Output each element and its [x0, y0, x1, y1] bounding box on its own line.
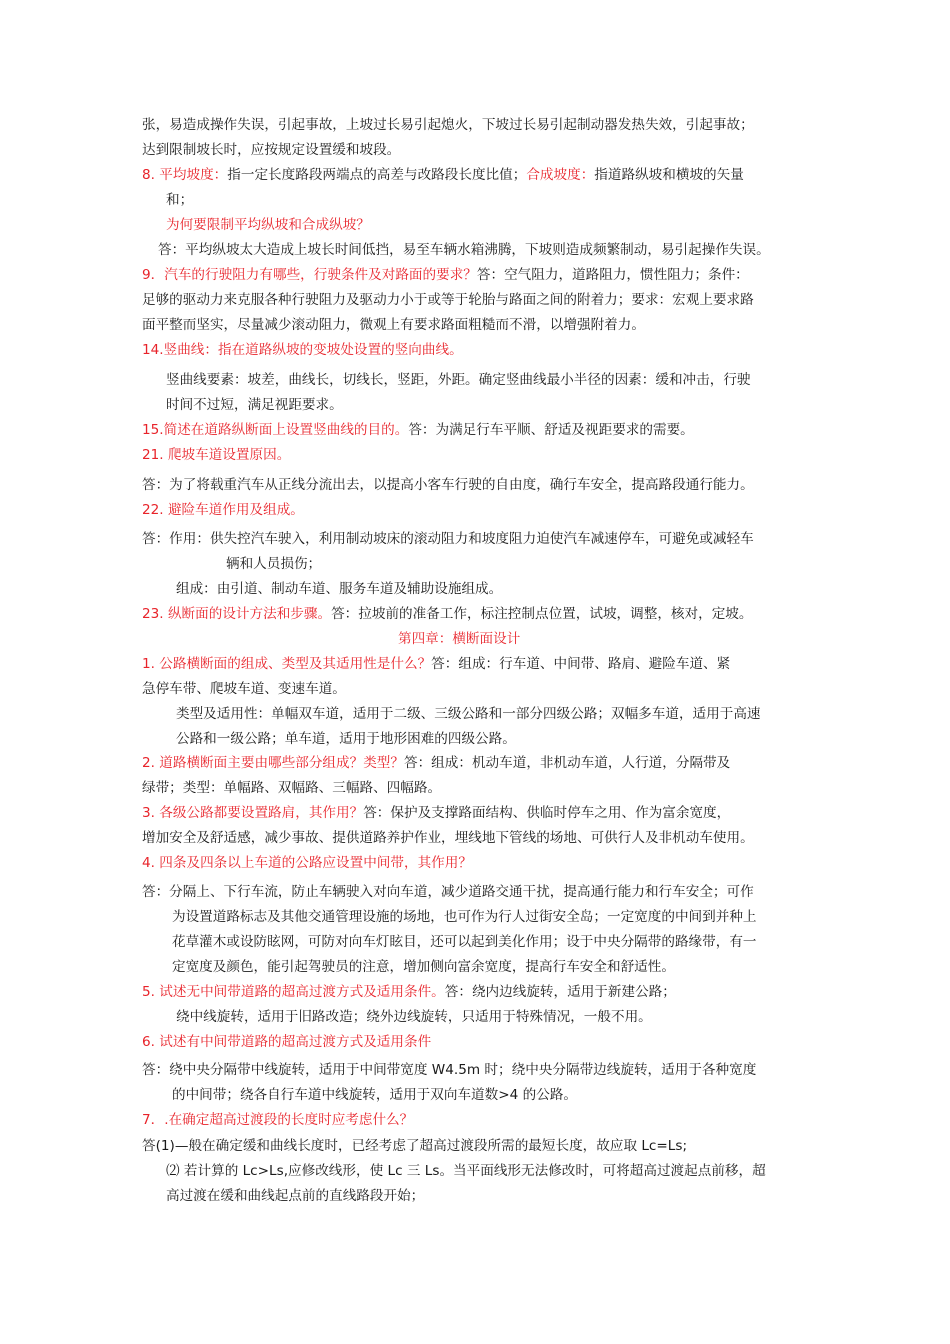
text-line: 为设置道路标志及其他交通管理设施的场地，也可作为行人过街安全岛；一定宽度的中间到并种上 — [172, 909, 757, 925]
question-heading: 7．.在确定超高过渡段的长度时应考虑什么？ — [142, 1112, 414, 1128]
text-line: 张，易造成操作失误，引起事故，上坡过长易引起熄火，下坡过长易引起制动器发热失效，引起事故； — [142, 117, 754, 133]
text-line: 答：为了将载重汽车从正线分流出去，以提高小客车行驶的自由度，确行车安全，提高路段通行能力。 — [142, 477, 754, 493]
text-line: 足够的驱动力来克服各种行驶阻力及驱动力小于或等于轮胎与路面之间的附着力；要求：宏观上要求路 — [142, 292, 754, 308]
chapter-title: 第四章：横断面设计 — [398, 631, 521, 647]
text-line: 答(1)—般在确定缓和曲线长度时，已经考虑了超高过渡段所需的最短长度，故应取 Lc=Ls; — [142, 1138, 688, 1154]
question-heading: 6. 试述有中间带道路的超高过渡方式及适用条件 — [142, 1034, 432, 1050]
text-line: 时间不过短，满足视距要求。 — [166, 397, 343, 413]
question-heading: 4. 四条及四条以上车道的公路应设置中间带，其作用？ — [142, 855, 472, 871]
text-line: 和； — [166, 192, 194, 208]
question-heading: 22. 避险车道作用及组成。 — [142, 502, 304, 518]
question-line — [142, 655, 730, 673]
answer-text: 答：组成：行车道、中间带、路肩、避险车道、紧 — [431, 656, 731, 672]
question-heading: 合成坡度： — [526, 167, 595, 183]
text-line: 组成：由引道、制动车道、服务车道及辅助设施组成。 — [176, 581, 503, 597]
text-line: 增加安全及舒适感，减少事故、提供道路养护作业，埋线地下管线的场地、可供行人及非机动车使用。 — [142, 830, 754, 846]
text-line: 绕中线旋转，适用于旧路改造；绕外边线旋转，只适用于特殊情况，一般不用。 — [176, 1009, 652, 1025]
answer-text: 答：保护及支撑路面结构、供临时停车之用、作为富余宽度， — [363, 805, 731, 821]
answer-text: 答：组成：机动车道，非机动车道，人行道，分隔带及 — [403, 755, 731, 771]
text-line: 面平整而坚实，尽量减少滚动阻力，微观上有要求路面粗糙而不滑，以增强附着力。 — [142, 317, 645, 333]
question-heading: 5. 试述无中间带道路的超高过渡方式及适用条件。 — [142, 984, 445, 1000]
question-heading: 2. 道路横断面主要由哪些部分组成？类型？ — [142, 755, 404, 771]
answer-text: 指道路纵坡和横坡的矢量 — [594, 167, 744, 183]
text-line: 花草灌木或设防眩网，可防对向车灯眩目，还可以起到美化作用；设于中央分隔带的路缘带，有一 — [172, 934, 757, 950]
text-line: 急停车带、爬坡车道、变速车道。 — [142, 681, 346, 697]
text-line: 达到限制坡长时，应按规定设置缓和坡段。 — [142, 142, 401, 158]
question-heading: 21. 爬坡车道设置原因。 — [142, 447, 291, 463]
question-heading: 15.简述在道路纵断面上设置竖曲线的目的。 — [142, 422, 409, 438]
text-line: 高过渡在缓和曲线起点前的直线路段开始； — [166, 1188, 425, 1204]
question-heading: 8. 平均坡度： — [142, 167, 228, 183]
question-heading: 为何要限制平均纵坡和合成纵坡？ — [166, 217, 370, 233]
answer-text: 答：为满足行车平顺、舒适及视距要求的需要。 — [408, 422, 694, 438]
question-line — [142, 804, 730, 822]
text-line: 类型及适用性：单幅双车道，适用于二级、三级公路和一部分四级公路；双幅多车道，适用于高速 — [176, 706, 761, 722]
answer-text: 答：拉坡前的准备工作，标注控制点位置，试坡，调整，核对，定坡。 — [331, 606, 753, 622]
question-heading: 1. 公路横断面的组成、类型及其适用性是什么？ — [142, 656, 432, 672]
text-line: 辆和人员损伤； — [226, 556, 322, 572]
text-line: 公路和一级公路；单车道，适用于地形困难的四级公路。 — [176, 731, 516, 747]
question-line — [142, 983, 676, 1001]
text-line: ⑵ 若计算的 Lc>Ls,应修改线形，使 Lc 三 Ls。当平面线形无法修改时，可将超高过渡起点前移，超 — [166, 1163, 766, 1179]
answer-text: 答：空气阻力，道路阻力，惯性阻力；条件： — [476, 267, 749, 283]
question-line — [142, 266, 749, 284]
answer-text: 指一定长度路段两端点的高差与改路段长度比值； — [227, 167, 527, 183]
question-heading: 3. 各级公路都要设置路肩，其作用？ — [142, 805, 364, 821]
question-line — [142, 754, 730, 772]
text-line: 答：绕中央分隔带中线旋转，适用于中间带宽度 W4.5m 时；绕中央分隔带边线旋转，适用于各种宽度 — [142, 1062, 757, 1078]
text-line: 答：分隔上、下行车流，防止车辆驶入对向车道，减少道路交通干扰，提高通行能力和行车安全；可作 — [142, 884, 754, 900]
text-line: 答：作用：供失控汽车驶入，利用制动坡床的滚动阻力和坡度阻力迫使汽车减速停车，可避免或减轻车 — [142, 531, 754, 547]
question-heading: 23. 纵断面的设计方法和步骤。 — [142, 606, 332, 622]
text-line: 竖曲线要素：坡差，曲线长，切线长，竖距，外距。确定竖曲线最小半径的因素：缓和冲击，行驶 — [166, 372, 751, 388]
text-line: 绿带；类型：单幅路、双幅路、三幅路、四幅路。 — [142, 780, 442, 796]
question-line — [142, 166, 744, 184]
question-heading: 9．汽车的行驶阻力有哪些，行驶条件及对路面的要求？ — [142, 267, 477, 283]
text-line: 定宽度及颜色，能引起驾驶员的注意，增加侧向富余宽度，提高行车安全和舒适性。 — [172, 959, 675, 975]
text-line: 答：平均纵坡太大造成上坡长时间低挡，易至车辆水箱沸腾，下坡则造成频繁制动，易引起操作失误。 — [158, 242, 770, 258]
answer-text: 答：绕内边线旋转，适用于新建公路； — [444, 984, 676, 1000]
text-line: 的中间带；绕各自行车道中线旋转，适用于双向车道数>4 的公路。 — [172, 1087, 577, 1103]
question-line — [142, 421, 694, 439]
question-heading: 14.竖曲线：指在道路纵坡的变坡处设置的竖向曲线。 — [142, 342, 463, 358]
question-line — [142, 605, 752, 623]
